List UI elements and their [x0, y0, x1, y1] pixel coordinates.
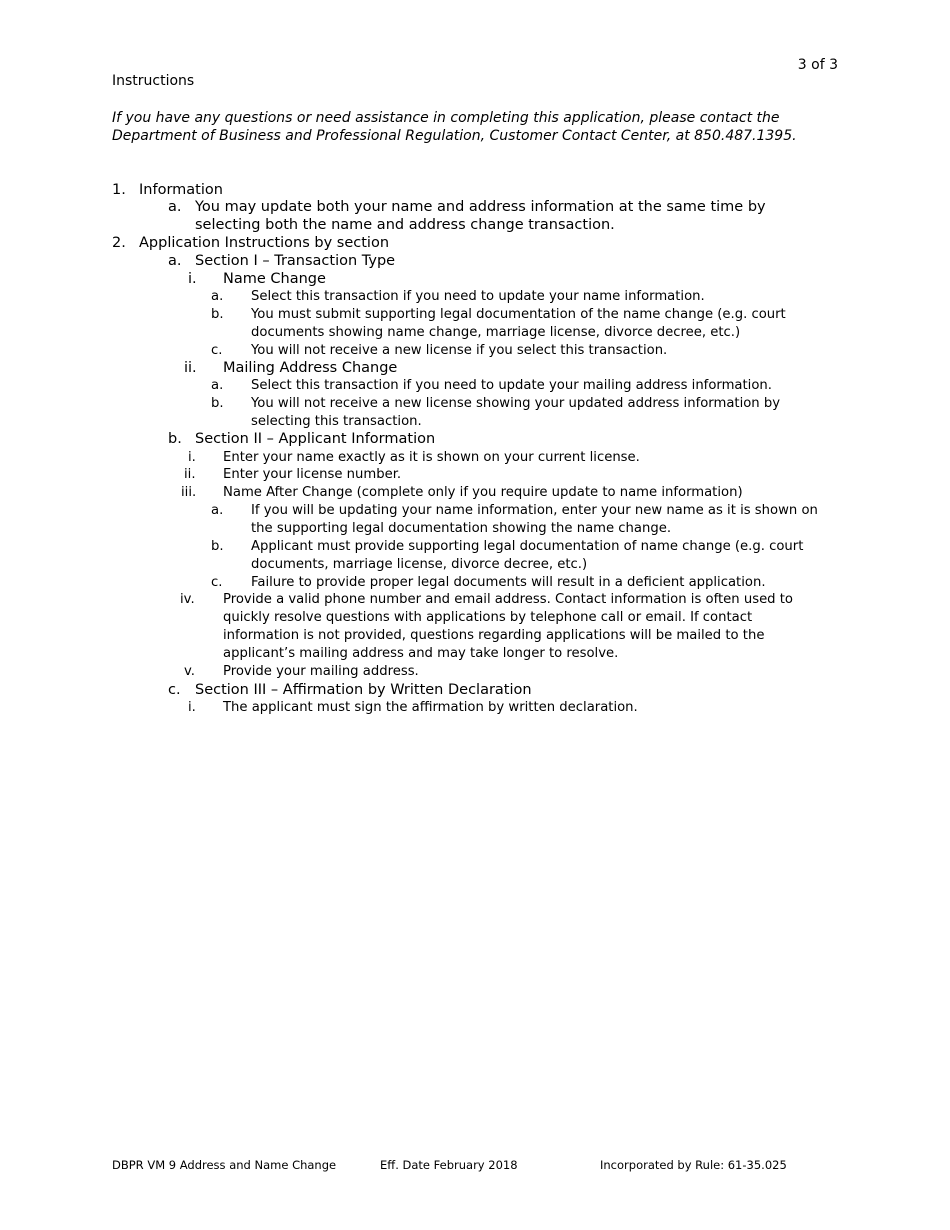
list-marker: b. [168, 431, 182, 447]
list-marker: c. [211, 343, 223, 358]
list-item-text: If you will be updating your name information, enter your new name as it is shown on the supporting legal documentation showing the name change. [251, 503, 818, 536]
page-title: Instructions [112, 73, 195, 89]
page-number: 3 of 3 [797, 57, 838, 73]
list-marker: i. [188, 450, 196, 465]
list-marker: 1. [112, 182, 126, 198]
list-item-text: Section I – Transaction Type [195, 253, 396, 269]
list-item-text: Failure to provide proper legal documents will result in a deficient application. [251, 575, 766, 590]
list-item-text: Section II – Applicant Information [195, 431, 436, 447]
list-item-text: You must submit supporting legal documentation of the name change (e.g. court documents showing name change, marriage license, divorce decree, etc.) [251, 307, 786, 340]
list-item-text: Name After Change (complete only if you require update to name information) [223, 485, 743, 500]
list-marker: a. [168, 199, 182, 215]
footer-form-name: DBPR VM 9 Address and Name Change [112, 1158, 337, 1172]
list-marker: i. [188, 271, 197, 287]
list-marker: ii. [184, 467, 196, 482]
list-marker: b. [211, 396, 224, 411]
list-marker: a. [211, 378, 224, 393]
list-item-text: Enter your license number. [223, 467, 402, 482]
list-marker: c. [211, 575, 223, 590]
list-item-text: Select this transaction if you need to update your mailing address information. [251, 378, 772, 393]
list-marker: v. [184, 664, 195, 679]
list-item-text: You will not receive a new license if you select this transaction. [251, 343, 668, 358]
list-marker: c. [168, 682, 181, 698]
list-marker: b. [211, 539, 224, 554]
list-marker: a. [168, 253, 182, 269]
list-item-text: Application Instructions by section [139, 235, 390, 251]
list-item-text: Provide a valid phone number and email address. Contact information is often used to quickly resolve questions with applications by telephone call or email. If contact information is not provided, questions regarding applications will be mailed to the applicant’s mailing address and may take longer to resolve. [223, 592, 793, 661]
list-item-text: Information [139, 182, 223, 198]
list-item-text: Enter your name exactly as it is shown on your current license. [223, 450, 640, 465]
list-item-text: Section III – Affirmation by Written Declaration [195, 682, 532, 698]
list-item-text: The applicant must sign the affirmation by written declaration. [223, 700, 638, 715]
list-marker: a. [211, 289, 224, 304]
footer-rule: Incorporated by Rule: 61-35.025 [600, 1158, 787, 1172]
list-item-text: You may update both your name and address information at the same time by selecting both the name and address change transaction. [195, 199, 766, 233]
list-marker: i. [188, 700, 196, 715]
list-marker: ii. [184, 360, 197, 376]
list-item-text: Select this transaction if you need to update your name information. [251, 289, 705, 304]
list-marker: iii. [181, 485, 197, 500]
list-item-text: You will not receive a new license showing your updated address information by selecting this transaction. [251, 396, 781, 429]
list-item-text: Applicant must provide supporting legal documentation of name change (e.g. court documents, marriage license, divorce decree, etc.) [251, 539, 804, 572]
intro-note: If you have any questions or need assistance in completing this application, please contact the Department of Business and Professional Regulation, Customer Contact Center, at 850.487.1395. [112, 110, 797, 144]
list-marker: a. [211, 503, 224, 518]
list-item-text: Provide your mailing address. [223, 664, 419, 679]
list-marker: b. [211, 307, 224, 322]
list-item-text: Name Change [223, 271, 326, 287]
footer-effective-date: Eff. Date February 2018 [380, 1158, 518, 1172]
list-marker: iv. [180, 592, 195, 607]
list-item-text: Mailing Address Change [223, 360, 398, 376]
list-marker: 2. [112, 235, 126, 251]
